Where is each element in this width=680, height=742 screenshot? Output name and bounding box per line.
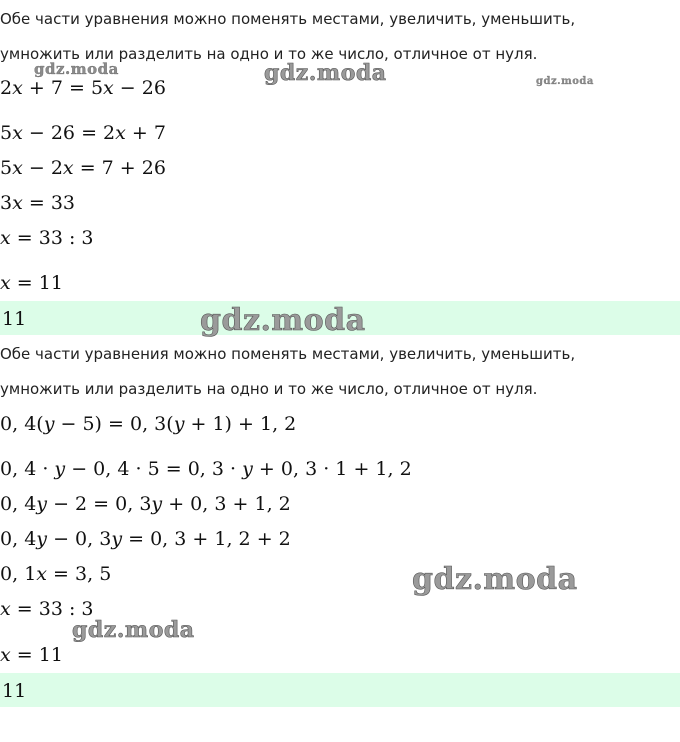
- watermark-logo: gdz.moda: [264, 60, 387, 86]
- answer-value: 11: [2, 308, 27, 330]
- rule-text-line-2: умножить или разделить на одно и то же число, отличное от нуля.: [0, 380, 538, 398]
- equation-step: 5x − 26 = 2x + 7: [0, 122, 166, 144]
- equation-step: 2x + 7 = 5x − 26: [0, 77, 166, 99]
- equation-step: x = 33 : 3: [0, 598, 94, 620]
- rule-text-line-2: умножить или разделить на одно и то же число, отличное от нуля.: [0, 45, 538, 63]
- equation-step: x = 11: [0, 272, 63, 294]
- equation-step: 0, 4y − 2 = 0, 3y + 0, 3 + 1, 2: [0, 493, 291, 515]
- watermark-logo: gdz.moda: [72, 617, 195, 643]
- watermark-logo: gdz.moda: [34, 60, 119, 78]
- rule-text-line-1: Обе части уравнения можно поменять местами, увеличить, уменьшить,: [0, 345, 576, 363]
- equation-step: x = 11: [0, 644, 63, 666]
- answer-value: 11: [2, 680, 27, 702]
- rule-text-line-1: Обе части уравнения можно поменять местами, увеличить, уменьшить,: [0, 10, 576, 28]
- watermark-logo: gdz.moda: [536, 76, 594, 87]
- watermark-logo: gdz.moda: [200, 303, 366, 338]
- watermark-logo: gdz.moda: [412, 562, 578, 597]
- answer-bar: [0, 673, 680, 707]
- equation-step: 5x − 2x = 7 + 26: [0, 157, 166, 179]
- equation-step: x = 33 : 3: [0, 227, 94, 249]
- equation-step: 0, 4(y − 5) = 0, 3(y + 1) + 1, 2: [0, 413, 297, 435]
- equation-step: 0, 1x = 3, 5: [0, 563, 112, 585]
- equation-step: 0, 4 · y − 0, 4 · 5 = 0, 3 · y + 0, 3 · 1 + 1, 2: [0, 458, 412, 480]
- equation-step: 0, 4y − 0, 3y = 0, 3 + 1, 2 + 2: [0, 528, 291, 550]
- equation-step: 3x = 33: [0, 192, 76, 214]
